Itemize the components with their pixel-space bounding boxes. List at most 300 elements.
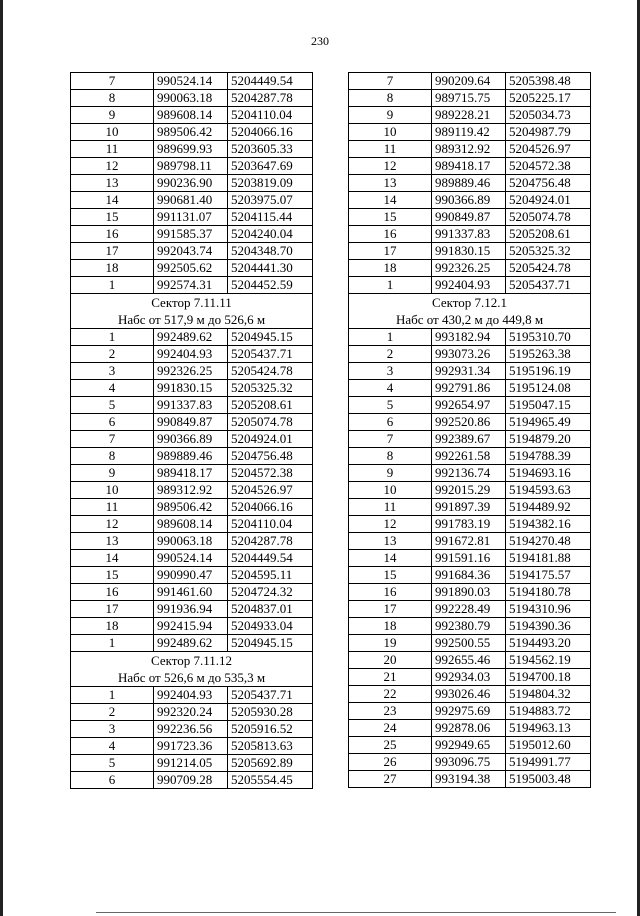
table-row xyxy=(71,431,313,448)
y-coordinate-cell: 5194489.92 xyxy=(506,499,591,516)
y-coordinate-cell: 5205398.48 xyxy=(506,73,591,90)
x-coordinate-cell: 992043.74 xyxy=(154,243,228,260)
x-coordinate-cell: 990524.14 xyxy=(154,550,228,567)
x-coordinate-cell: 991783.19 xyxy=(432,516,506,533)
x-coordinate-cell: 991830.15 xyxy=(432,243,506,260)
left-table-body xyxy=(71,73,313,789)
right-coordinates-table xyxy=(348,72,591,788)
point-number-cell: 18 xyxy=(71,618,154,635)
table-row xyxy=(71,90,313,107)
table-row xyxy=(349,107,591,124)
table-row xyxy=(71,346,313,363)
point-number-cell: 15 xyxy=(71,567,154,584)
y-coordinate-cell: 5203647.69 xyxy=(228,158,313,175)
table-row xyxy=(71,687,313,704)
x-coordinate-cell: 989889.46 xyxy=(432,175,506,192)
table-row xyxy=(349,567,591,584)
y-coordinate-cell: 5204348.70 xyxy=(228,243,313,260)
point-number-cell: 23 xyxy=(349,703,432,720)
point-number-cell: 1 xyxy=(71,329,154,346)
point-number-cell: 15 xyxy=(71,209,154,226)
x-coordinate-cell: 989119.42 xyxy=(432,124,506,141)
table-row xyxy=(349,363,591,380)
y-coordinate-cell: 5204449.54 xyxy=(228,550,313,567)
y-coordinate-cell: 5195047.15 xyxy=(506,397,591,414)
x-coordinate-cell: 990990.47 xyxy=(154,567,228,584)
x-coordinate-cell: 989312.92 xyxy=(154,482,228,499)
x-coordinate-cell: 992320.24 xyxy=(154,704,228,721)
point-number-cell: 2 xyxy=(71,346,154,363)
y-coordinate-cell: 5204924.01 xyxy=(228,431,313,448)
y-coordinate-cell: 5194390.36 xyxy=(506,618,591,635)
table-row xyxy=(71,277,313,294)
table-row xyxy=(349,192,591,209)
point-number-cell: 7 xyxy=(71,73,154,90)
y-coordinate-cell: 5205424.78 xyxy=(506,260,591,277)
point-number-cell: 1 xyxy=(71,277,154,294)
table-row xyxy=(71,533,313,550)
table-row xyxy=(71,414,313,431)
table-row xyxy=(71,465,313,482)
x-coordinate-cell: 989506.42 xyxy=(154,499,228,516)
x-coordinate-cell: 991684.36 xyxy=(432,567,506,584)
table-row xyxy=(349,465,591,482)
y-coordinate-cell: 5194700.18 xyxy=(506,669,591,686)
x-coordinate-cell: 992574.31 xyxy=(154,277,228,294)
x-coordinate-cell: 992655.46 xyxy=(432,652,506,669)
y-coordinate-cell: 5204945.15 xyxy=(228,329,313,346)
y-coordinate-cell: 5205325.32 xyxy=(506,243,591,260)
point-number-cell: 14 xyxy=(71,550,154,567)
table-row xyxy=(349,158,591,175)
point-number-cell: 13 xyxy=(349,533,432,550)
table-row xyxy=(71,516,313,533)
table-row xyxy=(71,260,313,277)
point-number-cell: 13 xyxy=(349,175,432,192)
x-coordinate-cell: 992404.93 xyxy=(432,277,506,294)
point-number-cell: 8 xyxy=(71,90,154,107)
sector-title xyxy=(349,294,591,329)
table-row xyxy=(349,346,591,363)
table-row xyxy=(349,754,591,771)
x-coordinate-cell: 990366.89 xyxy=(154,431,228,448)
point-number-cell: 1 xyxy=(349,329,432,346)
x-coordinate-cell: 989418.17 xyxy=(154,465,228,482)
y-coordinate-cell: 5194693.16 xyxy=(506,465,591,482)
point-number-cell: 2 xyxy=(349,346,432,363)
x-coordinate-cell: 990063.18 xyxy=(154,90,228,107)
table-row xyxy=(349,448,591,465)
x-coordinate-cell: 993096.75 xyxy=(432,754,506,771)
y-coordinate-cell: 5203975.07 xyxy=(228,192,313,209)
y-coordinate-cell: 5205437.71 xyxy=(228,687,313,704)
point-number-cell: 26 xyxy=(349,754,432,771)
point-number-cell: 19 xyxy=(349,635,432,652)
x-coordinate-cell: 992389.67 xyxy=(432,431,506,448)
x-coordinate-cell: 991337.83 xyxy=(432,226,506,243)
table-row xyxy=(349,329,591,346)
point-number-cell: 8 xyxy=(349,90,432,107)
table-row xyxy=(71,397,313,414)
left-coordinates-table xyxy=(70,72,313,789)
table-row xyxy=(71,175,313,192)
y-coordinate-cell: 5195196.19 xyxy=(506,363,591,380)
y-coordinate-cell: 5195124.08 xyxy=(506,380,591,397)
x-coordinate-cell: 992934.03 xyxy=(432,669,506,686)
footer-rule xyxy=(96,912,616,913)
point-number-cell: 9 xyxy=(349,107,432,124)
point-number-cell: 1 xyxy=(71,687,154,704)
y-coordinate-cell: 5194310.96 xyxy=(506,601,591,618)
y-coordinate-cell: 5194382.16 xyxy=(506,516,591,533)
sector-header-row xyxy=(71,652,313,687)
point-number-cell: 12 xyxy=(71,158,154,175)
point-number-cell: 17 xyxy=(71,243,154,260)
table-row xyxy=(71,380,313,397)
point-number-cell: 3 xyxy=(71,363,154,380)
y-coordinate-cell: 5205225.17 xyxy=(506,90,591,107)
y-coordinate-cell: 5204987.79 xyxy=(506,124,591,141)
point-number-cell: 12 xyxy=(71,516,154,533)
table-row xyxy=(349,652,591,669)
table-row xyxy=(71,584,313,601)
page-number: 230 xyxy=(311,34,329,48)
point-number-cell: 24 xyxy=(349,720,432,737)
x-coordinate-cell: 992500.55 xyxy=(432,635,506,652)
point-number-cell: 27 xyxy=(349,771,432,788)
sector-altitude-range: Набс от 517,9 м до 526,6 м xyxy=(117,312,266,327)
table-row xyxy=(349,431,591,448)
y-coordinate-cell: 5194180.78 xyxy=(506,584,591,601)
y-coordinate-cell: 5205916.52 xyxy=(228,721,313,738)
y-coordinate-cell: 5204945.15 xyxy=(228,635,313,652)
x-coordinate-cell: 991461.60 xyxy=(154,584,228,601)
table-row xyxy=(349,771,591,788)
y-coordinate-cell: 5204066.16 xyxy=(228,499,313,516)
point-number-cell: 5 xyxy=(71,755,154,772)
table-row xyxy=(349,533,591,550)
y-coordinate-cell: 5194879.20 xyxy=(506,431,591,448)
x-coordinate-cell: 989798.11 xyxy=(154,158,228,175)
point-number-cell: 6 xyxy=(71,414,154,431)
table-row xyxy=(71,721,313,738)
y-coordinate-cell: 5194562.19 xyxy=(506,652,591,669)
table-row xyxy=(349,414,591,431)
point-number-cell: 18 xyxy=(349,618,432,635)
y-coordinate-cell: 5204449.54 xyxy=(228,73,313,90)
table-row xyxy=(71,107,313,124)
x-coordinate-cell: 990063.18 xyxy=(154,533,228,550)
point-number-cell: 10 xyxy=(349,124,432,141)
y-coordinate-cell: 5204933.04 xyxy=(228,618,313,635)
x-coordinate-cell: 991723.36 xyxy=(154,738,228,755)
point-number-cell: 5 xyxy=(71,397,154,414)
x-coordinate-cell: 992791.86 xyxy=(432,380,506,397)
y-coordinate-cell: 5205074.78 xyxy=(506,209,591,226)
table-row xyxy=(71,482,313,499)
point-number-cell: 16 xyxy=(71,584,154,601)
point-number-cell: 8 xyxy=(71,448,154,465)
x-coordinate-cell: 991936.94 xyxy=(154,601,228,618)
sector-title xyxy=(71,652,313,687)
x-coordinate-cell: 991890.03 xyxy=(432,584,506,601)
y-coordinate-cell: 5194493.20 xyxy=(506,635,591,652)
point-number-cell: 3 xyxy=(349,363,432,380)
point-number-cell: 10 xyxy=(349,482,432,499)
x-coordinate-cell: 992015.29 xyxy=(432,482,506,499)
table-row xyxy=(71,499,313,516)
table-row xyxy=(71,226,313,243)
point-number-cell: 12 xyxy=(349,158,432,175)
table-row xyxy=(71,755,313,772)
table-row xyxy=(349,635,591,652)
x-coordinate-cell: 993182.94 xyxy=(432,329,506,346)
y-coordinate-cell: 5204287.78 xyxy=(228,90,313,107)
y-coordinate-cell: 5205813.63 xyxy=(228,738,313,755)
left-coordinates-table-container xyxy=(70,72,313,789)
point-number-cell: 4 xyxy=(349,380,432,397)
x-coordinate-cell: 991131.07 xyxy=(154,209,228,226)
table-row xyxy=(71,329,313,346)
point-number-cell: 22 xyxy=(349,686,432,703)
table-row xyxy=(349,397,591,414)
y-coordinate-cell: 5194175.57 xyxy=(506,567,591,584)
x-coordinate-cell: 992520.86 xyxy=(432,414,506,431)
point-number-cell: 14 xyxy=(349,550,432,567)
y-coordinate-cell: 5195310.70 xyxy=(506,329,591,346)
scan-edge-left xyxy=(0,0,3,916)
table-row xyxy=(71,567,313,584)
y-coordinate-cell: 5194991.77 xyxy=(506,754,591,771)
table-row xyxy=(349,380,591,397)
table-row xyxy=(71,550,313,567)
point-number-cell: 14 xyxy=(349,192,432,209)
y-coordinate-cell: 5205930.28 xyxy=(228,704,313,721)
table-row xyxy=(349,601,591,618)
table-row xyxy=(349,141,591,158)
x-coordinate-cell: 992949.65 xyxy=(432,737,506,754)
point-number-cell: 16 xyxy=(349,226,432,243)
x-coordinate-cell: 991214.05 xyxy=(154,755,228,772)
table-row xyxy=(349,618,591,635)
y-coordinate-cell: 5194181.88 xyxy=(506,550,591,567)
sector-title xyxy=(71,294,313,329)
table-row xyxy=(71,363,313,380)
table-row xyxy=(71,635,313,652)
x-coordinate-cell: 989418.17 xyxy=(432,158,506,175)
x-coordinate-cell: 992261.58 xyxy=(432,448,506,465)
table-row xyxy=(349,720,591,737)
x-coordinate-cell: 993026.46 xyxy=(432,686,506,703)
table-row xyxy=(71,618,313,635)
point-number-cell: 18 xyxy=(349,260,432,277)
x-coordinate-cell: 992505.62 xyxy=(154,260,228,277)
y-coordinate-cell: 5204287.78 xyxy=(228,533,313,550)
x-coordinate-cell: 992326.25 xyxy=(154,363,228,380)
table-row xyxy=(349,703,591,720)
x-coordinate-cell: 990681.40 xyxy=(154,192,228,209)
y-coordinate-cell: 5205074.78 xyxy=(228,414,313,431)
point-number-cell: 9 xyxy=(349,465,432,482)
sector-title-text: Сектор 7.11.11 xyxy=(151,295,232,310)
table-row xyxy=(349,550,591,567)
y-coordinate-cell: 5203605.33 xyxy=(228,141,313,158)
point-number-cell: 6 xyxy=(71,772,154,789)
y-coordinate-cell: 5195003.48 xyxy=(506,771,591,788)
point-number-cell: 5 xyxy=(349,397,432,414)
x-coordinate-cell: 992489.62 xyxy=(154,329,228,346)
y-coordinate-cell: 5204595.11 xyxy=(228,567,313,584)
table-row xyxy=(349,482,591,499)
table-row xyxy=(349,73,591,90)
y-coordinate-cell: 5195263.38 xyxy=(506,346,591,363)
x-coordinate-cell: 990366.89 xyxy=(432,192,506,209)
point-number-cell: 2 xyxy=(71,704,154,721)
x-coordinate-cell: 991672.81 xyxy=(432,533,506,550)
point-number-cell: 16 xyxy=(349,584,432,601)
x-coordinate-cell: 990849.87 xyxy=(432,209,506,226)
sector-title-text: Сектор 7.11.12 xyxy=(150,653,233,668)
x-coordinate-cell: 991830.15 xyxy=(154,380,228,397)
x-coordinate-cell: 992236.56 xyxy=(154,721,228,738)
x-coordinate-cell: 991585.37 xyxy=(154,226,228,243)
y-coordinate-cell: 5203819.09 xyxy=(228,175,313,192)
x-coordinate-cell: 992654.97 xyxy=(432,397,506,414)
point-number-cell: 11 xyxy=(71,141,154,158)
x-coordinate-cell: 993194.38 xyxy=(432,771,506,788)
y-coordinate-cell: 5194804.32 xyxy=(506,686,591,703)
point-number-cell: 7 xyxy=(349,431,432,448)
y-coordinate-cell: 5205554.45 xyxy=(228,772,313,789)
y-coordinate-cell: 5204572.38 xyxy=(506,158,591,175)
table-row xyxy=(71,209,313,226)
y-coordinate-cell: 5194883.72 xyxy=(506,703,591,720)
x-coordinate-cell: 992878.06 xyxy=(432,720,506,737)
y-coordinate-cell: 5204110.04 xyxy=(228,516,313,533)
table-row xyxy=(71,738,313,755)
table-row xyxy=(71,73,313,90)
y-coordinate-cell: 5205437.71 xyxy=(506,277,591,294)
point-number-cell: 8 xyxy=(349,448,432,465)
y-coordinate-cell: 5205208.61 xyxy=(506,226,591,243)
sector-header-row xyxy=(349,294,591,329)
x-coordinate-cell: 989715.75 xyxy=(432,90,506,107)
x-coordinate-cell: 992136.74 xyxy=(432,465,506,482)
right-table-body xyxy=(349,73,591,788)
x-coordinate-cell: 990849.87 xyxy=(154,414,228,431)
table-row xyxy=(349,686,591,703)
point-number-cell: 17 xyxy=(71,601,154,618)
point-number-cell: 4 xyxy=(71,738,154,755)
point-number-cell: 18 xyxy=(71,260,154,277)
x-coordinate-cell: 989889.46 xyxy=(154,448,228,465)
point-number-cell: 9 xyxy=(71,107,154,124)
y-coordinate-cell: 5204837.01 xyxy=(228,601,313,618)
y-coordinate-cell: 5204441.30 xyxy=(228,260,313,277)
x-coordinate-cell: 991337.83 xyxy=(154,397,228,414)
table-row xyxy=(349,260,591,277)
table-row xyxy=(71,772,313,789)
table-row xyxy=(71,448,313,465)
y-coordinate-cell: 5205208.61 xyxy=(228,397,313,414)
table-row xyxy=(71,704,313,721)
y-coordinate-cell: 5204756.48 xyxy=(228,448,313,465)
point-number-cell: 13 xyxy=(71,533,154,550)
x-coordinate-cell: 990524.14 xyxy=(154,73,228,90)
point-number-cell: 14 xyxy=(71,192,154,209)
y-coordinate-cell: 5194593.63 xyxy=(506,482,591,499)
sector-header-row xyxy=(71,294,313,329)
x-coordinate-cell: 992380.79 xyxy=(432,618,506,635)
x-coordinate-cell: 989228.21 xyxy=(432,107,506,124)
x-coordinate-cell: 990236.90 xyxy=(154,175,228,192)
y-coordinate-cell: 5204115.44 xyxy=(228,209,313,226)
table-row xyxy=(349,584,591,601)
x-coordinate-cell: 992404.93 xyxy=(154,346,228,363)
y-coordinate-cell: 5205692.89 xyxy=(228,755,313,772)
y-coordinate-cell: 5194965.49 xyxy=(506,414,591,431)
y-coordinate-cell: 5204452.59 xyxy=(228,277,313,294)
point-number-cell: 9 xyxy=(71,465,154,482)
x-coordinate-cell: 989608.14 xyxy=(154,107,228,124)
y-coordinate-cell: 5204240.04 xyxy=(228,226,313,243)
x-coordinate-cell: 992404.93 xyxy=(154,687,228,704)
y-coordinate-cell: 5204572.38 xyxy=(228,465,313,482)
point-number-cell: 17 xyxy=(349,243,432,260)
y-coordinate-cell: 5205424.78 xyxy=(228,363,313,380)
y-coordinate-cell: 5204066.16 xyxy=(228,124,313,141)
table-row xyxy=(349,516,591,533)
y-coordinate-cell: 5204526.97 xyxy=(228,482,313,499)
point-number-cell: 3 xyxy=(71,721,154,738)
point-number-cell: 1 xyxy=(71,635,154,652)
table-row xyxy=(349,209,591,226)
point-number-cell: 15 xyxy=(349,209,432,226)
point-number-cell: 7 xyxy=(349,73,432,90)
y-coordinate-cell: 5204724.32 xyxy=(228,584,313,601)
y-coordinate-cell: 5204110.04 xyxy=(228,107,313,124)
table-row xyxy=(349,124,591,141)
y-coordinate-cell: 5194963.13 xyxy=(506,720,591,737)
right-coordinates-table-container xyxy=(348,72,591,788)
table-row xyxy=(71,141,313,158)
point-number-cell: 15 xyxy=(349,567,432,584)
point-number-cell: 20 xyxy=(349,652,432,669)
table-row xyxy=(349,175,591,192)
point-number-cell: 11 xyxy=(71,499,154,516)
x-coordinate-cell: 992931.34 xyxy=(432,363,506,380)
y-coordinate-cell: 5205437.71 xyxy=(228,346,313,363)
point-number-cell: 12 xyxy=(349,516,432,533)
x-coordinate-cell: 989699.93 xyxy=(154,141,228,158)
point-number-cell: 1 xyxy=(349,277,432,294)
x-coordinate-cell: 991591.16 xyxy=(432,550,506,567)
y-coordinate-cell: 5205034.73 xyxy=(506,107,591,124)
point-number-cell: 11 xyxy=(349,499,432,516)
x-coordinate-cell: 992415.94 xyxy=(154,618,228,635)
table-row xyxy=(349,499,591,516)
point-number-cell: 25 xyxy=(349,737,432,754)
y-coordinate-cell: 5204924.01 xyxy=(506,192,591,209)
table-row xyxy=(349,90,591,107)
table-row xyxy=(349,669,591,686)
table-row xyxy=(349,277,591,294)
x-coordinate-cell: 989312.92 xyxy=(432,141,506,158)
table-row xyxy=(71,192,313,209)
y-coordinate-cell: 5194788.39 xyxy=(506,448,591,465)
y-coordinate-cell: 5194270.48 xyxy=(506,533,591,550)
table-row xyxy=(349,243,591,260)
